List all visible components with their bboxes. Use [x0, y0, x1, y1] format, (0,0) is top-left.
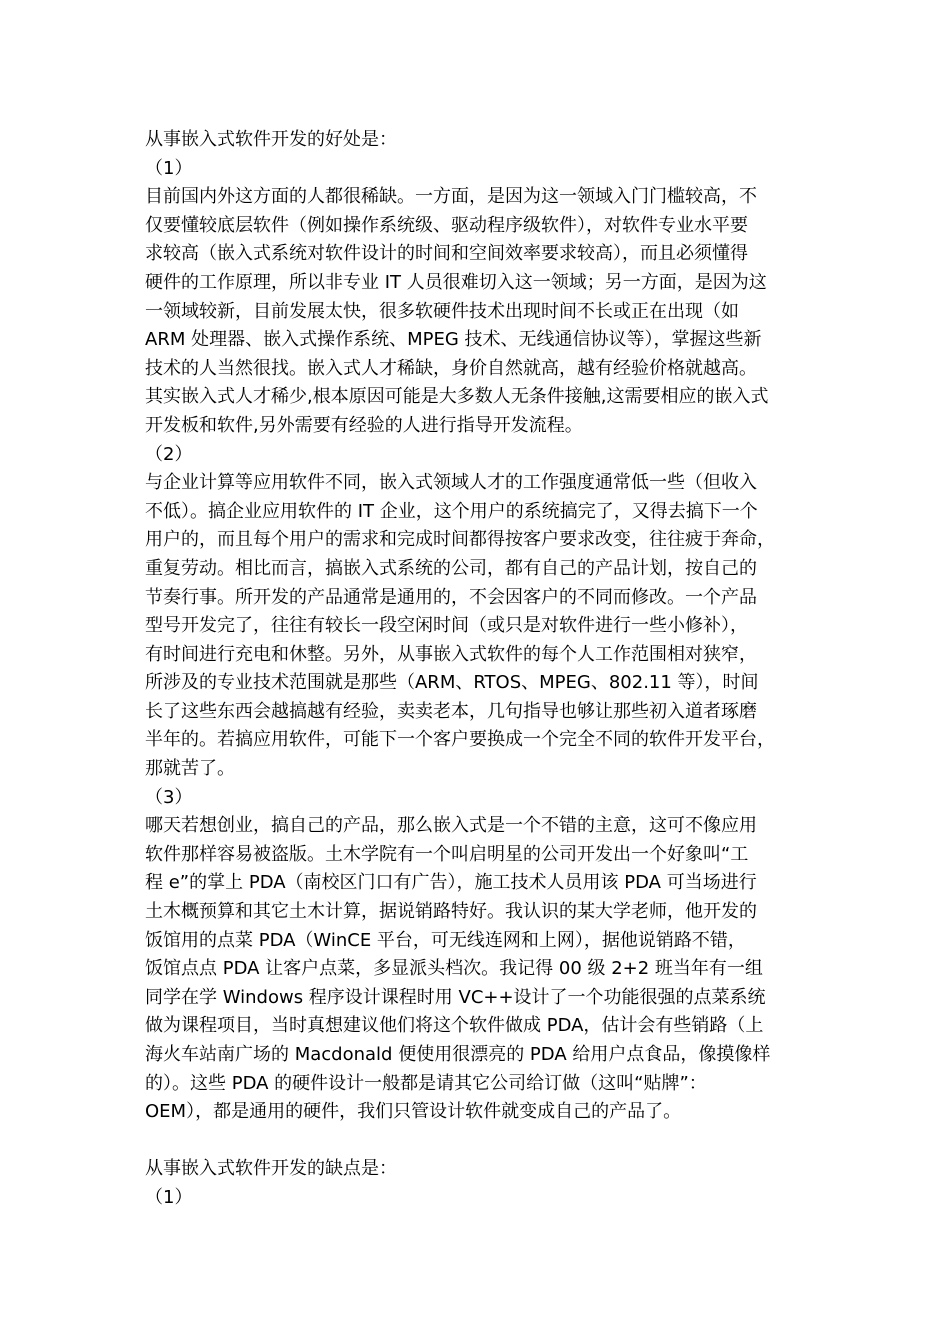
section-number: （2） [145, 443, 193, 465]
paragraph-line: 有时间进行充电和休整。另外，从事嵌入式软件的每个人工作范围相对狭窄， [145, 643, 757, 665]
paragraph-line: 饭馆用的点菜 PDA（WinCE 平台，可无线连网和上网），据他说销路不错， [145, 929, 746, 951]
paragraph-line: 目前国内外这方面的人都很稀缺。一方面，是因为这一领域入门门槛较高，不 [145, 186, 757, 208]
paragraph-line: 硬件的工作原理，所以非专业 IT 人员很难切入这一领域；另一方面，是因为这 [145, 271, 767, 293]
paragraph-line: 型号开发完了，往往有较长一段空闲时间（或只是对软件进行一些小修补）， [145, 615, 748, 637]
paragraph-line: 与企业计算等应用软件不同，嵌入式领域人才的工作强度通常低一些（但收入 [145, 472, 757, 494]
heading-advantages: 从事嵌入式软件开发的好处是： [145, 129, 397, 150]
paragraph-line: 土木概预算和其它土木计算，据说销路特好。我认识的某大学老师，他开发的 [145, 901, 757, 923]
paragraph-line: 饭馆点点 PDA 让客户点菜，多显派头档次。我记得 00 级 2+2 班当年有一组 [145, 958, 763, 980]
paragraph-line: 重复劳动。相比而言，搞嵌入式系统的公司，都有自己的产品计划，按自己的 [145, 557, 757, 579]
paragraph-line: 不低）。搞企业应用软件的 IT 企业，这个用户的系统搞完了，又得去搞下一个 [145, 500, 758, 522]
paragraph-line: 求较高（嵌入式系统对软件设计的时间和空间效率要求较高），而且必须懂得 [145, 243, 748, 265]
blank-line [145, 1127, 810, 1156]
section-number: （1） [145, 1186, 193, 1208]
paragraph-line: 的）。这些 PDA 的硬件设计一般都是请其它公司给订做（这叫“贴牌”： [145, 1072, 707, 1094]
paragraph-line: 技术的人当然很找。嵌入式人才稀缺，身价自然就高，越有经验价格就越高。 [145, 357, 757, 379]
paragraph-line: 一领域较新，目前发展太快，很多软硬件技术出现时间不长或正在出现（如 [145, 300, 739, 322]
section-number: （3） [145, 786, 193, 808]
paragraph-line: 节奏行事。所开发的产品通常是通用的，不会因客户的不同而修改。一个产品 [145, 586, 757, 608]
paragraph-line: 哪天若想创业，搞自己的产品，那么嵌入式是一个不错的主意，这可不像应用 [145, 815, 757, 837]
paragraph-line: 仅要懂较底层软件（例如操作系统级、驱动程序级软件），对软件专业水平要 [145, 214, 748, 236]
paragraph-line: 那就苦了。 [145, 758, 235, 780]
paragraph-line: 用户的，而且每个用户的需求和完成时间都得按客户要求改变，往往疲于奔命， [145, 529, 775, 551]
section-number: （1） [145, 157, 193, 179]
paragraph-line: ARM 处理器、嵌入式操作系统、MPEG 技术、无线通信协议等），掌握这些新 [145, 329, 762, 351]
heading-disadvantages: 从事嵌入式软件开发的缺点是： [145, 1158, 397, 1180]
paragraph-line: 半年的。若搞应用软件，可能下一个客户要换成一个完全不同的软件开发平台， [145, 729, 775, 751]
paragraph-line: 开发板和软件,另外需要有经验的人进行指导开发流程。 [145, 414, 583, 436]
paragraph-line: 海火车站南广场的 Macdonald 便使用很漂亮的 PDA 给用户点食品，像摸像样 [145, 1044, 771, 1065]
paragraph-line: 程 e”的掌上 PDA（南校区门口有广告），施工技术人员用该 PDA 可当场进行 [145, 872, 757, 894]
document-body [145, 126, 810, 1213]
paragraph-line: 做为课程项目，当时真想建议他们将这个软件做成 PDA，估计会有些销路（上 [145, 1015, 764, 1037]
paragraph-line: 软件那样容易被盗版。土木学院有一个叫启明星的公司开发出一个好象叫“工 [145, 843, 749, 865]
paragraph-line: OEM），都是通用的硬件，我们只管设计软件就变成自己的产品了。 [145, 1101, 682, 1123]
paragraph-line: 长了这些东西会越搞越有经验，卖卖老本，几句指导也够让那些初入道者琢磨 [145, 700, 757, 722]
paragraph-line: 同学在学 Windows 程序设计课程时用 VC++设计了一个功能很强的点菜系统 [145, 986, 766, 1008]
paragraph-line: 所涉及的专业技术范围就是那些（ARM、RTOS、MPEG、802.11 等），时间 [145, 672, 759, 694]
paragraph-line: 其实嵌入式人才稀少,根本原因可能是大多数人无条件接触,这需要相应的嵌入式 [145, 386, 769, 408]
